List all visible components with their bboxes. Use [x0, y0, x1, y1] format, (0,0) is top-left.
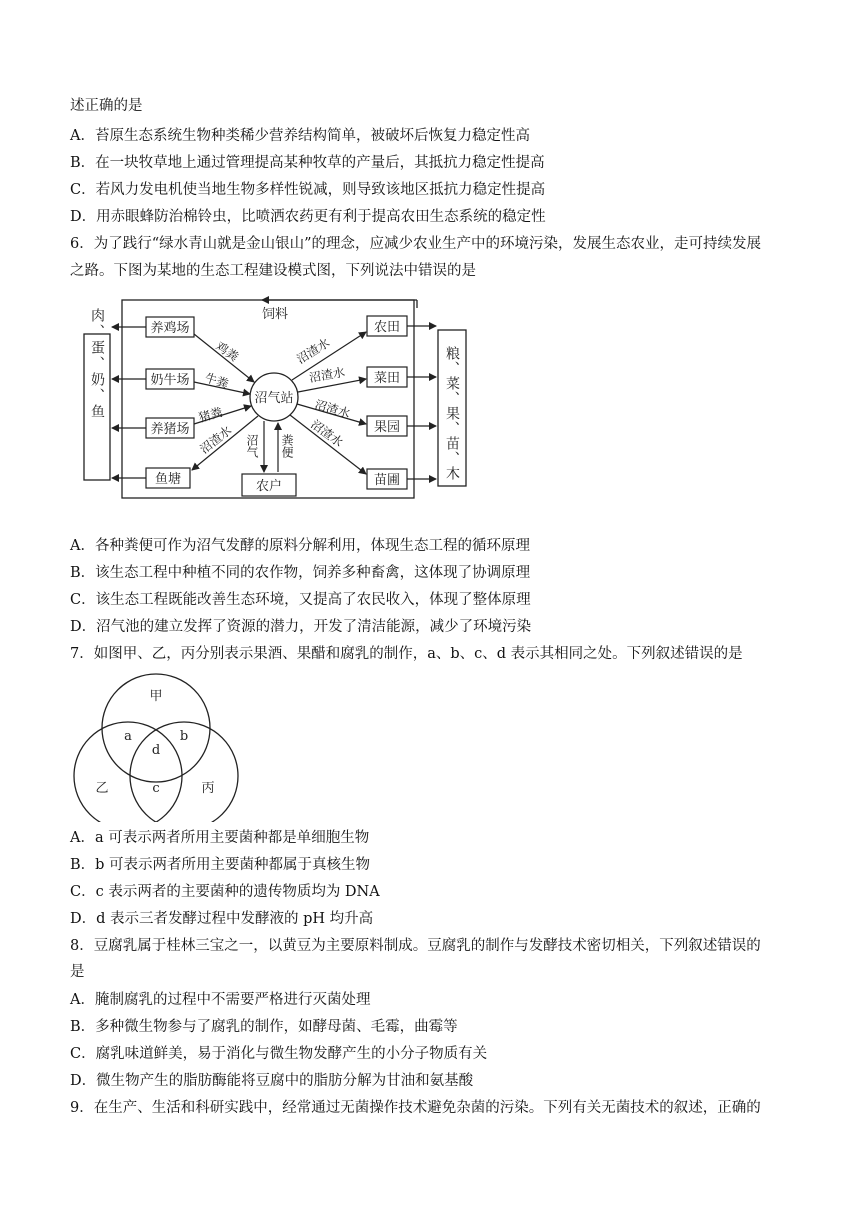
venn-diagram: [72, 672, 242, 822]
venn-label-yi: 乙: [95, 781, 109, 796]
q7-option-a: A．a 可表示两者所用主要菌种都是单细胞生物: [70, 830, 370, 846]
venn-label-d: d: [151, 743, 161, 758]
cow-farm-label: 奶牛场: [150, 373, 190, 388]
q9-stem-line1: 9．在生产、生活和科研实践中，经常通过无菌操作技术避免杂菌的污染。下列有关无菌技术的叙述，正确的: [70, 1100, 761, 1116]
vegetable-field-label: 菜田: [373, 371, 401, 386]
left-products-label: 肉、蛋、奶、鱼: [89, 308, 105, 420]
venn-label-jia: 甲: [149, 689, 163, 704]
q6-stem-line2: 之路。下图为某地的生态工程建设模式图，下列说法中错误的是: [70, 263, 476, 279]
venn-label-bing: 丙: [201, 781, 215, 796]
q8-option-b: B．多种微生物参与了腐乳的制作，如酵母菌、毛霉，曲霉等: [70, 1019, 458, 1035]
venn-label-a: a: [124, 729, 132, 744]
q6-option-a: A．各种粪便可作为沼气发酵的原料分解利用，体现生态工程的循环原理: [70, 538, 530, 554]
q5-stem-end: 述正确的是: [70, 98, 143, 114]
q6-option-b: B．该生态工程中种植不同的农作物，饲养多种畜禽，这体现了协调原理: [70, 565, 531, 581]
nursery-slurry-label: 沼渣水: [308, 417, 346, 450]
q5-option-b: B．在一块牧草地上通过管理提高某种牧草的产量后，其抵抗力稳定性提高: [70, 155, 545, 171]
q5-option-a: A．苔原生态系统生物种类稀少营养结构简单，被破坏后恢复力稳定性高: [70, 128, 530, 144]
household-label: 农户: [255, 479, 283, 494]
q8-stem-line1: 8．豆腐乳属于桂林三宝之一，以黄豆为主要原料制成。豆腐乳的制作与发酵技术密切相关，下列叙述错误的: [70, 938, 761, 954]
q7-option-b: B．b 可表示两者所用主要菌种都属于真核生物: [70, 857, 371, 873]
orchard-slurry-label: 沼渣水: [313, 397, 352, 421]
cow-manure-label: 牛粪: [203, 370, 231, 392]
nursery-label: 苗圃: [373, 473, 401, 488]
fish-pond-label: 鱼塘: [154, 472, 182, 487]
pig-manure-label: 猪粪: [197, 405, 224, 425]
q8-stem-line2: 是: [70, 964, 85, 980]
biogas-label: 沼气: [245, 434, 259, 458]
farmland-label: 农田: [373, 320, 401, 335]
eco-engineering-diagram: [82, 294, 472, 508]
feed-label: 饲料: [262, 307, 289, 322]
q7-option-c: C．c 表示两者的主要菌种的遗传物质均为 DNA: [70, 884, 380, 900]
q8-option-c: C．腐乳味道鲜美，易于消化与微生物发酵产生的小分子物质有关: [70, 1046, 488, 1062]
vegetable-slurry-label: 沼渣水: [308, 364, 346, 385]
biogas-station-label: 沼气站: [254, 391, 294, 406]
chicken-manure-label: 鸡粪: [213, 338, 241, 365]
q8-option-d: D．微生物产生的脂肪酶能将豆腐中的脂肪分解为甘油和氨基酸: [70, 1073, 474, 1089]
q7-option-d: D．d 表示三者发酵过程中发酵液的 pH 均升高: [70, 911, 374, 927]
pond-slurry-label: 沼渣水: [197, 423, 235, 457]
q5-option-d: D．用赤眼蜂防治棉铃虫，比喷洒农药更有利于提高农田生态系统的稳定性: [70, 209, 546, 225]
q6-option-d: D．沼气池的建立发挥了资源的潜力，开发了清洁能源，减少了环境污染: [70, 619, 532, 635]
q5-option-c: C．若风力发电机使当地生物多样性锐减，则导致该地区抵抗力稳定性提高: [70, 182, 546, 198]
pig-farm-label: 养猪场: [150, 422, 190, 437]
q8-option-a: A．腌制腐乳的过程中不需要严格进行灭菌处理: [70, 992, 371, 1008]
orchard-label: 果园: [373, 420, 401, 435]
q6-stem-line1: 6．为了践行“绿水青山就是金山银山”的理念，应减少农业生产中的环境污染，发展生态农业，走可持续发展: [70, 236, 762, 252]
venn-label-b: b: [179, 729, 189, 744]
chicken-farm-label: 养鸡场: [150, 321, 190, 336]
right-products-label: 粮、菜、果、苗、木: [444, 346, 460, 481]
q7-stem: 7．如图甲、乙，丙分别表示果酒、果醋和腐乳的制作，a、b、c、d 表示其相同之处。下列叙述错误的是: [70, 646, 743, 662]
farmland-slurry-label: 沼渣水: [294, 335, 333, 367]
q6-option-c: C．该生态工程既能改善生态环境，又提高了农民收入，体现了整体原理: [70, 592, 531, 608]
excreta-label: 粪便: [280, 434, 294, 458]
venn-label-c: c: [152, 781, 160, 796]
